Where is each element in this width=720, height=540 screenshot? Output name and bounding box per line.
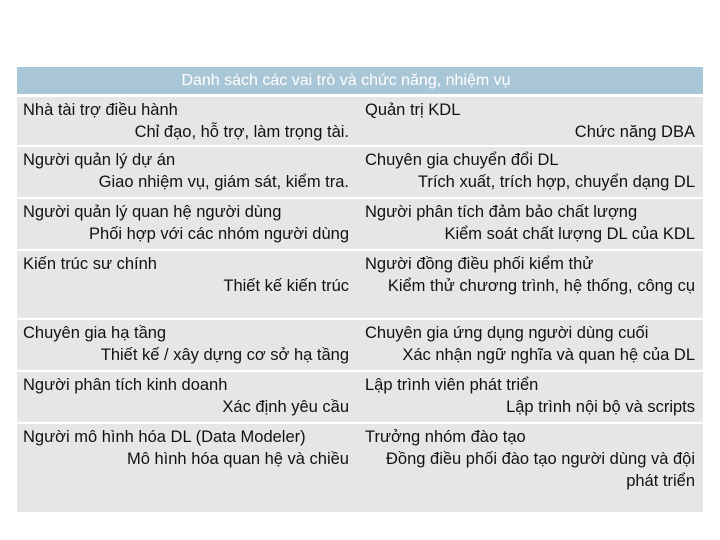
role-description: Kiểm thử chương trình, hệ thống, công cụ [387, 277, 695, 295]
role-description: Mô hình hóa quan hệ và chiều [126, 450, 349, 468]
role-description: Chức năng DBA [574, 123, 695, 141]
table-row [17, 197, 703, 249]
role-description: Thiết kế kiến trúc [223, 277, 349, 295]
table-cell [357, 424, 703, 512]
table-header [17, 67, 703, 95]
table-row [17, 95, 703, 145]
role-description: Xác định yêu cầu [222, 398, 349, 416]
role-title: Người đồng điều phối kiểm thử [365, 255, 594, 273]
table-cell [17, 320, 357, 370]
table-cell [357, 320, 703, 370]
role-title: Chuyên gia hạ tầng [23, 324, 167, 342]
table-row [17, 318, 703, 370]
role-description: Đồng điều phối đào tạo người dùng và đội phát triển [385, 450, 695, 490]
table-cell [357, 199, 703, 249]
role-description: Xác nhận ngữ nghĩa và quan hệ của DL [402, 346, 695, 364]
table-cell [17, 147, 357, 197]
role-description: Chỉ đạo, hỗ trợ, làm trọng tài. [134, 123, 349, 141]
table-row [17, 370, 703, 422]
role-title: Quản trị KDL [365, 101, 461, 119]
roles-table [17, 67, 703, 512]
role-description: Trích xuất, trích hợp, chuyển dạng DL [417, 173, 695, 191]
table-title: Danh sách các vai trò và chức năng, nhiệm vụ [181, 72, 511, 89]
role-title: Lập trình viên phát triển [365, 376, 539, 394]
table-cell [17, 424, 357, 512]
role-description: Kiểm soát chất lượng DL của KDL [444, 225, 695, 243]
role-title: Chuyên gia ứng dụng người dùng cuối [365, 324, 649, 342]
role-description: Lập trình nội bộ và scripts [506, 398, 695, 416]
role-title: Người phân tích đảm bảo chất lượng [365, 203, 638, 221]
table-cell [357, 147, 703, 197]
table-cell [17, 372, 357, 422]
role-description: Phối hợp với các nhóm người dùng [89, 225, 349, 243]
role-title: Chuyên gia chuyển đổi DL [365, 151, 559, 169]
role-title: Người mô hình hóa DL (Data Modeler) [23, 428, 306, 446]
table-row [17, 249, 703, 318]
role-description: Thiết kế / xây dựng cơ sở hạ tầng [100, 346, 349, 364]
role-title: Người phân tích kinh doanh [23, 376, 228, 394]
table-row [17, 145, 703, 197]
table-cell [17, 199, 357, 249]
table-cell [357, 97, 703, 145]
role-title: Người quản lý quan hệ người dùng [23, 203, 282, 221]
role-title: Kiến trúc sư chính [23, 255, 157, 273]
role-title: Trưởng nhóm đào tạo [365, 428, 526, 446]
table-cell [357, 251, 703, 318]
role-description: Giao nhiệm vụ, giám sát, kiểm tra. [98, 173, 349, 191]
role-title: Người quản lý dự án [23, 151, 176, 169]
table-cell [17, 251, 357, 318]
table-cell [17, 97, 357, 145]
table-cell [357, 372, 703, 422]
table-row [17, 422, 703, 512]
role-title: Nhà tài trợ điều hành [23, 101, 178, 119]
